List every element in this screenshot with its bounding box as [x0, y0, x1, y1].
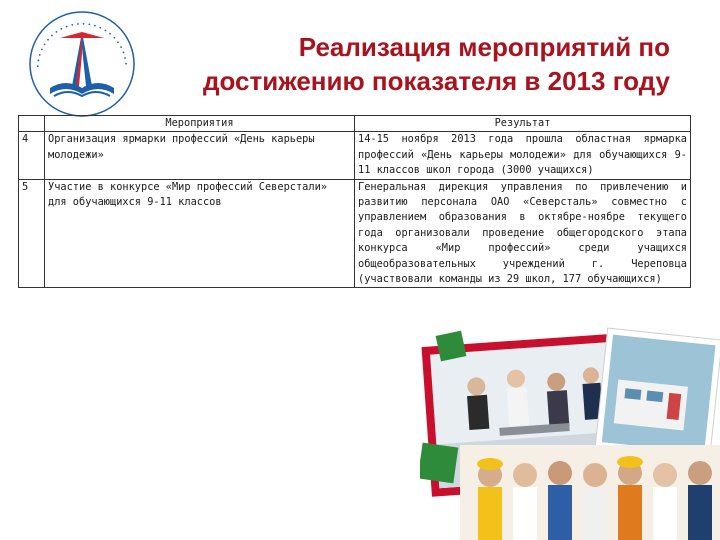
- events-table: [18, 115, 691, 288]
- result-cell: Генеральная дирекция управления по привлечению и развитию персонала ОАО «Северсталь» совместно с управлением образования в октябре-ноябре текущего года организовали проведение общегородского этапа конкурса «Мир профессий» среди учащихся общеобразовательных учреждений г. Череповца (участвовали команды из 29 школ, 177 обучающихся): [355, 179, 691, 288]
- header-result: Результат: [355, 116, 691, 132]
- result-cell: 14-15 ноября 2013 года прошла областная ярмарка профессий «День карьеры молодежи» для обучающихся 9-11 классов школ города (3000 учащихся): [355, 132, 691, 179]
- table-row: [19, 179, 691, 288]
- education-emblem-icon: [26, 8, 138, 120]
- svg-text:• • • • • • • • • • • • • • •: • • • • • • • • • • • • • • • • • • • • • • • •: [34, 20, 129, 69]
- row-number: 4: [19, 132, 45, 179]
- event-cell: Организация ярмарки профессий «День карьеры молодежи»: [45, 132, 355, 179]
- title-line-2: достижению показателя в 2013 году: [203, 66, 670, 96]
- title-line-1: Реализация мероприятий по: [298, 32, 670, 62]
- header-num: [19, 116, 45, 132]
- table-row: [19, 132, 691, 179]
- event-cell: Участие в конкурсе «Мир профессий Северстали» для обучающихся 9-11 классов: [45, 179, 355, 288]
- row-number: 5: [19, 179, 45, 288]
- header-events: Мероприятия: [45, 116, 355, 132]
- professions-photo-collage: [420, 325, 720, 540]
- page-title: [150, 30, 670, 98]
- table-header-row: [19, 116, 691, 132]
